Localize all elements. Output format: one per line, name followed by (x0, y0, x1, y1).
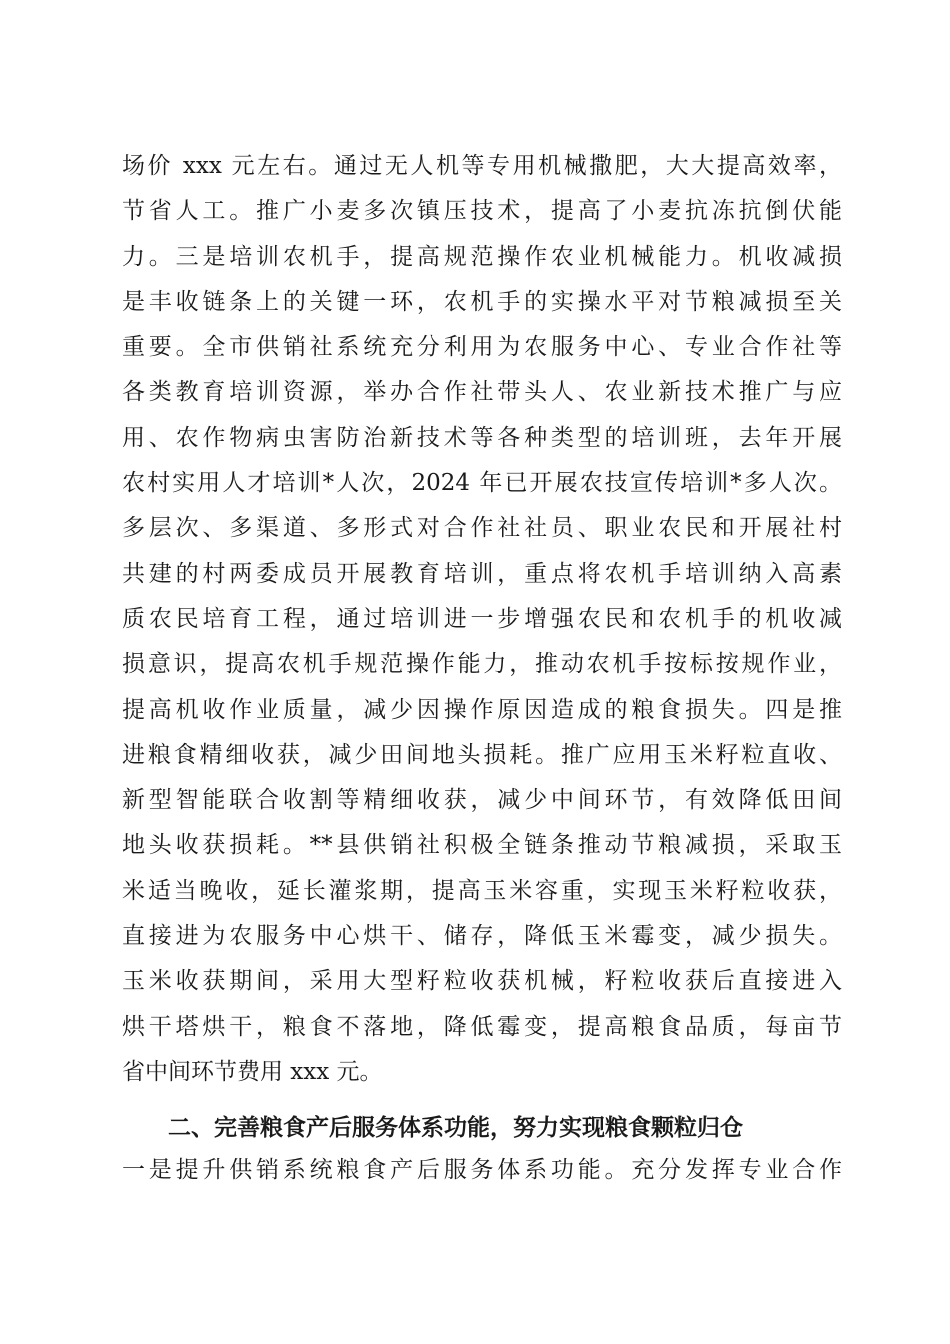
paragraph-line: 烘干塔烘干，粮食不落地，降低霉变，提高粮食品质，每亩节 (122, 1013, 842, 1040)
paragraph-line: 是丰收链条上的关键一环，农机手的实操水平对节粮减损至关 (122, 288, 842, 315)
paragraph-line: 重要。全市供销社系统充分利用为农服务中心、专业合作社等 (122, 334, 842, 361)
paragraph-line: 提高机收作业质量，减少因操作原因造成的粮食损失。四是推 (122, 696, 842, 723)
paragraph-line: 损意识，提高农机手规范操作能力，推动农机手按标按规作业， (122, 651, 842, 678)
paragraph-line: 节省人工。推广小麦多次镇压技术，提高了小麦抗冻抗倒伏能 (122, 198, 842, 225)
body-text (122, 144, 842, 1193)
paragraph-line: 省中间环节费用 xxx 元。 (122, 1058, 383, 1085)
section-heading: 二、完善粮食产后服务体系功能，努力实现粮食颗粒归仓 (168, 1114, 743, 1142)
paragraph-line: 直接进为农服务中心烘干、储存，降低玉米霉变，减少损失。 (122, 923, 842, 950)
paragraph-line: 一是提升供销系统粮食产后服务体系功能。充分发挥专业合作 (122, 1156, 842, 1183)
paragraph-line: 米适当晚收，延长灌浆期，提高玉米容重，实现玉米籽粒收获， (122, 877, 842, 904)
paragraph-line: 力。三是培训农机手，提高规范操作农业机械能力。机收减损 (122, 243, 842, 270)
paragraph-line: 各类教育培训资源，举办合作社带头人、农业新技术推广与应 (122, 379, 842, 406)
paragraph-line: 玉米收获期间，采用大型籽粒收获机械，籽粒收获后直接进入 (122, 968, 842, 995)
paragraph-line: 农村实用人才培训*人次，2024 年已开展农技宣传培训*多人次。 (122, 470, 842, 497)
paragraph-line: 地头收获损耗。**县供销社积极全链条推动节粮减损，采取玉 (122, 832, 842, 859)
paragraph-line: 场价 xxx 元左右。通过无人机等专用机械撒肥，大大提高效率， (122, 153, 842, 179)
paragraph-line: 共建的村两委成员开展教育培训，重点将农机手培训纳入高素 (122, 560, 842, 587)
paragraph-line: 多层次、多渠道、多形式对合作社社员、职业农民和开展社村 (122, 515, 842, 542)
paragraph-line: 用、农作物病虫害防治新技术等各种类型的培训班，去年开展 (122, 424, 842, 451)
paragraph-line: 质农民培育工程，通过培训进一步增强农民和农机手的机收减 (122, 605, 842, 632)
paragraph-line: 进粮食精细收获，减少田间地头损耗。推广应用玉米籽粒直收、 (122, 741, 842, 768)
paragraph-line: 新型智能联合收割等精细收获，减少中间环节，有效降低田间 (122, 787, 842, 814)
